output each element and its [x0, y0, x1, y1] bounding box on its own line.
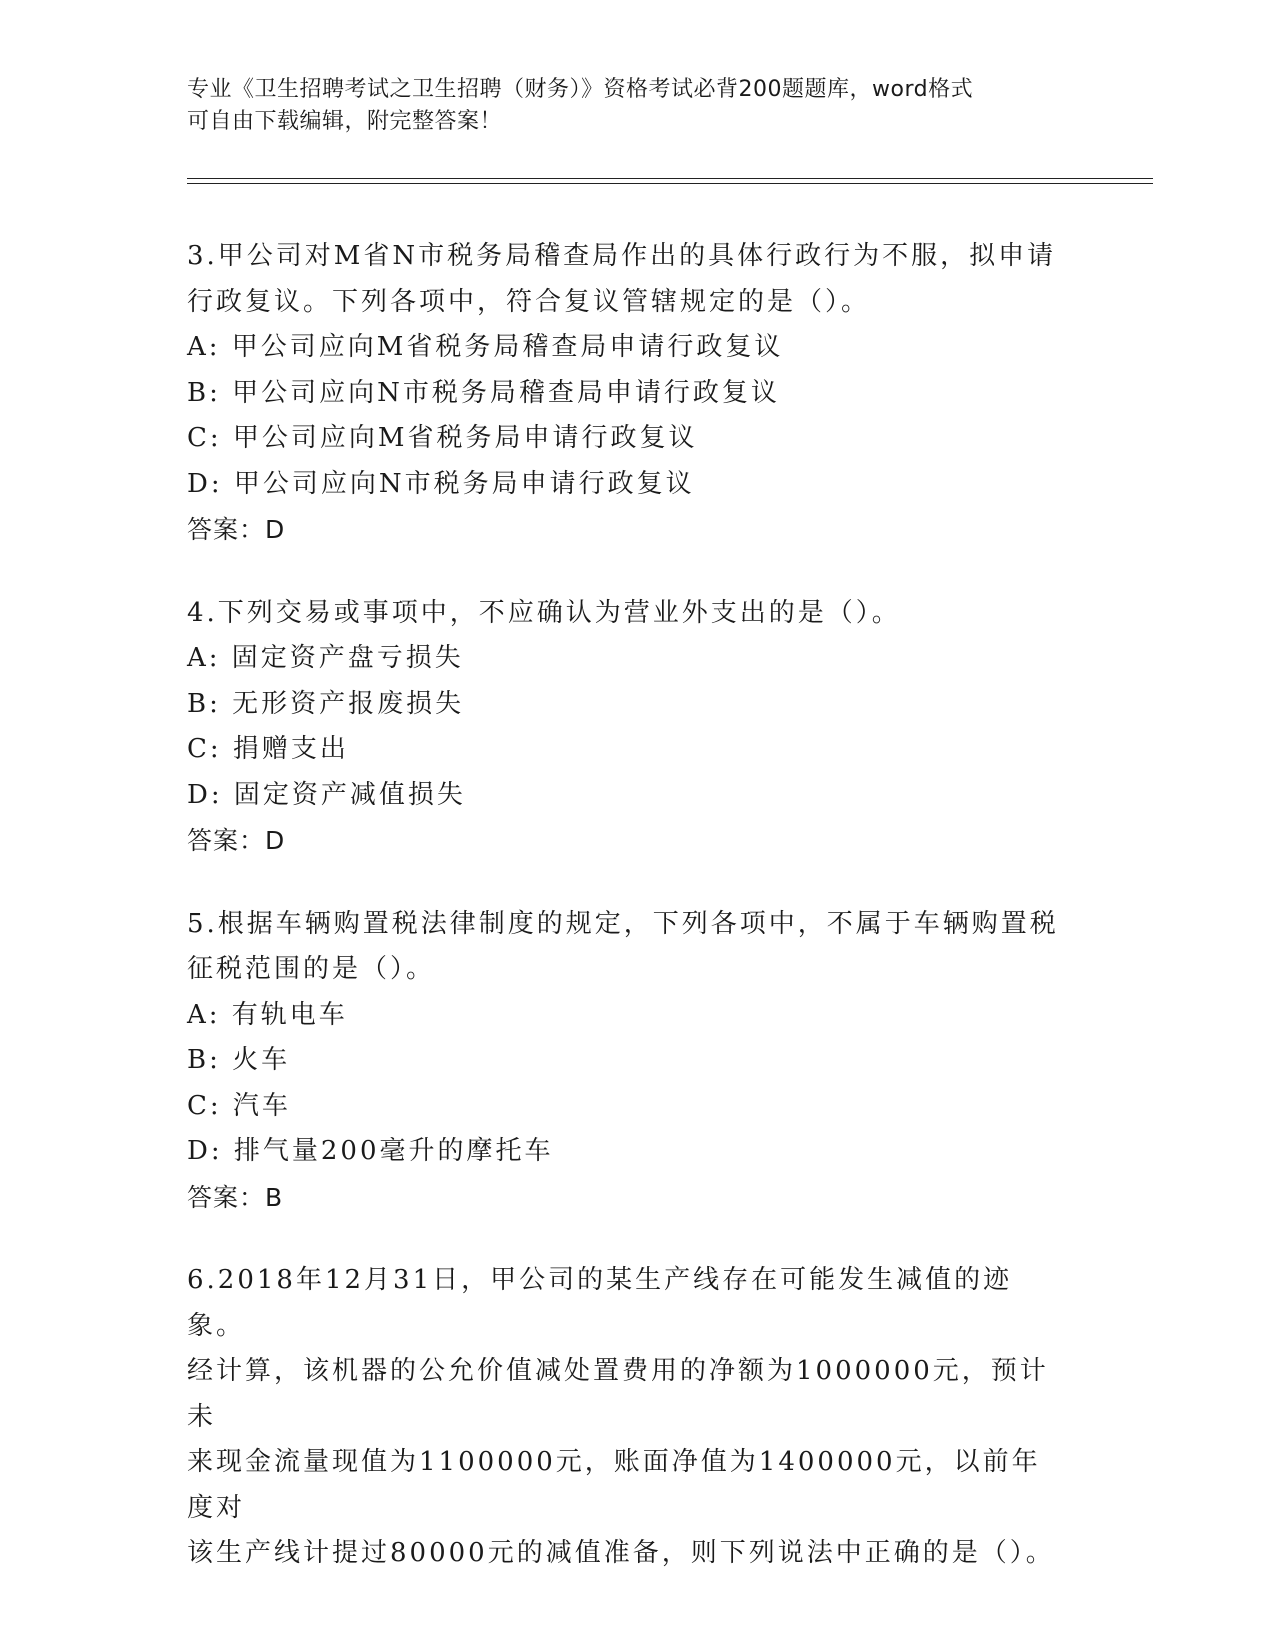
question-stem-line: 5.根据车辆购置税法律制度的规定，下列各项中，不属于车辆购置税 — [187, 908, 1059, 939]
question-stem-line: 征税范围的是（）。 — [187, 954, 436, 984]
question-stem-line: 该生产线计提过80000元的减值准备，则下列说法中正确的是（）。 — [187, 1538, 1055, 1568]
question-stem-line: 经计算，该机器的公允价值减处置费用的净额为1000000元，预计未 — [187, 1356, 1049, 1432]
option-a: A: 有轨电车 — [187, 999, 348, 1030]
option-d: D: 甲公司应向N市税务局申请行政复议 — [187, 468, 695, 499]
question-6 — [187, 1258, 1067, 1577]
question-stem-line: 3.甲公司对M省N市税务局稽查局作出的具体行政行为不服，拟申请 — [187, 241, 1057, 271]
answer-line: 答案：D — [187, 826, 286, 855]
option-c: C: 捐赠支出 — [187, 734, 349, 764]
option-b: B: 甲公司应向N市税务局稽查局申请行政复议 — [187, 377, 780, 408]
option-d: D: 排气量200毫升的摩托车 — [187, 1136, 554, 1166]
question-5 — [187, 902, 1067, 1221]
option-a: A: 固定资产盘亏损失 — [187, 643, 464, 673]
question-stem-line: 4.下列交易或事项中，不应确认为营业外支出的是（）。 — [187, 597, 901, 628]
question-stem-line: 6.2018年12月31日，甲公司的某生产线存在可能发生减值的迹象。 — [187, 1265, 1013, 1341]
option-a: A: 甲公司应向M省税务局稽查局申请行政复议 — [187, 332, 784, 362]
option-b: B: 火车 — [187, 1045, 291, 1075]
option-b: B: 无形资产报废损失 — [187, 688, 465, 719]
option-c: C: 甲公司应向M省税务局申请行政复议 — [187, 423, 698, 453]
question-list — [187, 234, 1067, 1615]
question-4 — [187, 591, 1067, 864]
answer-line: 答案：B — [187, 1182, 284, 1212]
document-header — [187, 74, 1067, 138]
header-line-2: 可自由下载编辑，附完整答案！ — [187, 109, 503, 134]
question-stem-line: 来现金流量现值为1100000元，账面净值为1400000元，以前年度对 — [187, 1447, 1041, 1523]
header-line-1: 专业《卫生招聘考试之卫生招聘（财务）》资格考试必背200题题库，word格式 — [187, 77, 974, 102]
option-c: C: 汽车 — [187, 1090, 291, 1121]
answer-line: 答案：D — [187, 515, 286, 544]
question-3 — [187, 234, 1067, 553]
question-stem-line: 行政复议。下列各项中，符合复议管辖规定的是（）。 — [187, 286, 871, 317]
header-divider — [187, 178, 1153, 184]
option-d: D: 固定资产减值损失 — [187, 779, 466, 810]
